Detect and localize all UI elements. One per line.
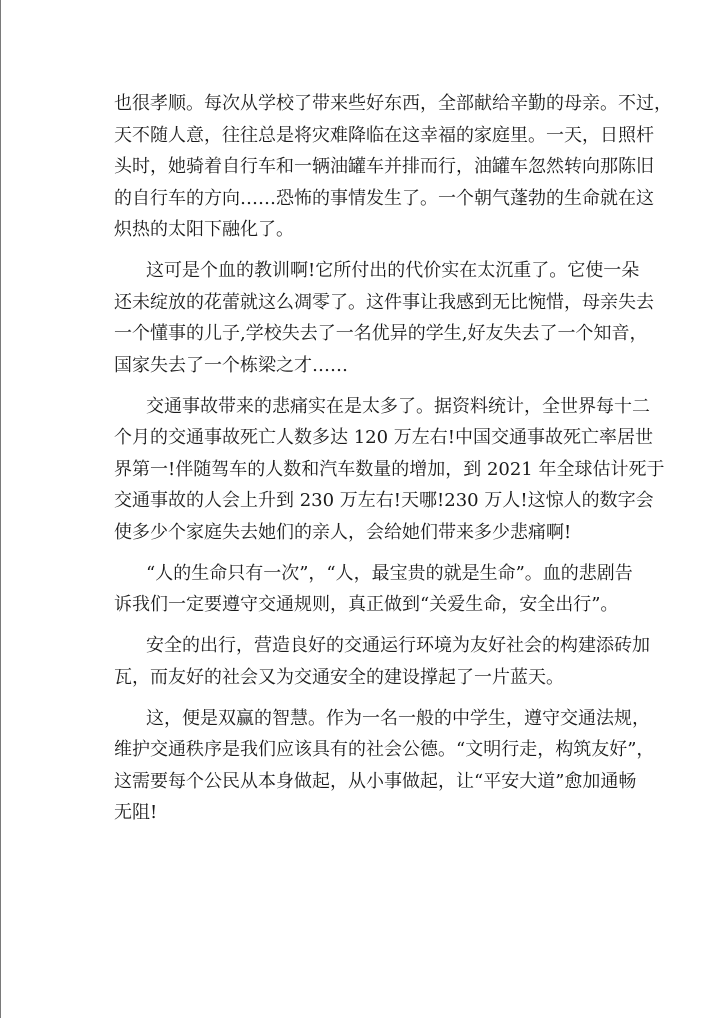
text-line: 这可是个血的教训啊!它所付出的代价实在太沉重了。它使一朵	[146, 260, 640, 281]
text-line: 瓦，而友好的社会又为交通安全的建设撑起了一片蓝天。	[114, 666, 564, 688]
paragraph-gap	[114, 693, 609, 703]
text-line: 这，便是双赢的智慧。作为一名一般的中学生，遵守交通法规，	[146, 707, 650, 729]
text-line: 界第一!伴随驾车的人数和汽车数量的增加，到 2021 年全球估计死于	[114, 458, 665, 480]
paragraph	[114, 630, 650, 693]
text-line: 诉我们一定要遵守交通规则，真正做到“关爱生命，安全出行”。	[114, 594, 619, 615]
text-line: 个月的交通事故死亡人数多达 120 万左右!中国交通事故死亡率居世	[114, 427, 654, 448]
text-line: 头时，她骑着自行车和一辆油罐车并排而行，油罐车忽然转向那陈旧	[114, 156, 654, 177]
paragraph-gap	[114, 246, 609, 256]
paragraph	[114, 391, 665, 549]
text-line: 安全的出行，营造良好的交通运行环境为友好社会的构建添砖加	[146, 635, 650, 656]
paragraph-gap	[114, 548, 609, 558]
text-line: 无阻!	[114, 802, 158, 823]
text-line: 一个懂事的儿子,学校失去了一名优异的学生,好友失去了一个知音，	[114, 323, 648, 344]
text-line: 维护交通秩序是我们应该具有的社会公德。“文明行走，构筑友好”，	[114, 739, 655, 760]
text-line: 也很孝顺。每次从学校了带来些好东西，全部献给辛勤的母亲。不过，	[114, 93, 672, 114]
text-line: 交通事故的人会上升到 230 万左右!天哪!230 万人!这惊人的数字会	[114, 490, 654, 511]
paragraph	[114, 558, 633, 621]
paragraph-gap	[114, 381, 609, 391]
page-left-border	[0, 0, 1, 1018]
paragraph	[114, 255, 654, 381]
text-line: 还未绽放的花蕾就这么凋零了。这件事让我感到无比惋惜，母亲失去	[114, 291, 654, 313]
text-line: 天不随人意，往往总是将灾难降临在这幸福的家庭里。一天，日照杆	[114, 124, 654, 146]
text-line: 国家失去了一个栋梁之才……	[114, 354, 348, 376]
paragraph	[114, 703, 655, 829]
text-line: 交通事故带来的悲痛实在是太多了。据资料统计，全世界每十二	[146, 395, 650, 417]
paragraph	[114, 88, 672, 246]
text-line: 这需要每个公民从本身做起，从小事做起，让“平安大道”愈加通畅	[114, 770, 637, 792]
document-body	[114, 88, 672, 829]
text-line: 炽热的太阳下融化了。	[114, 219, 294, 240]
text-line: 使多少个家庭失去她们的亲人，会给她们带来多少悲痛啊!	[114, 521, 572, 543]
text-line: “人的生命只有一次”，“人，最宝贵的就是生命”。血的悲剧告	[146, 562, 633, 584]
paragraph-gap	[114, 621, 609, 631]
text-line: 的自行车的方向……恐怖的事情发生了。一个朝气蓬勃的生命就在这	[114, 187, 654, 209]
